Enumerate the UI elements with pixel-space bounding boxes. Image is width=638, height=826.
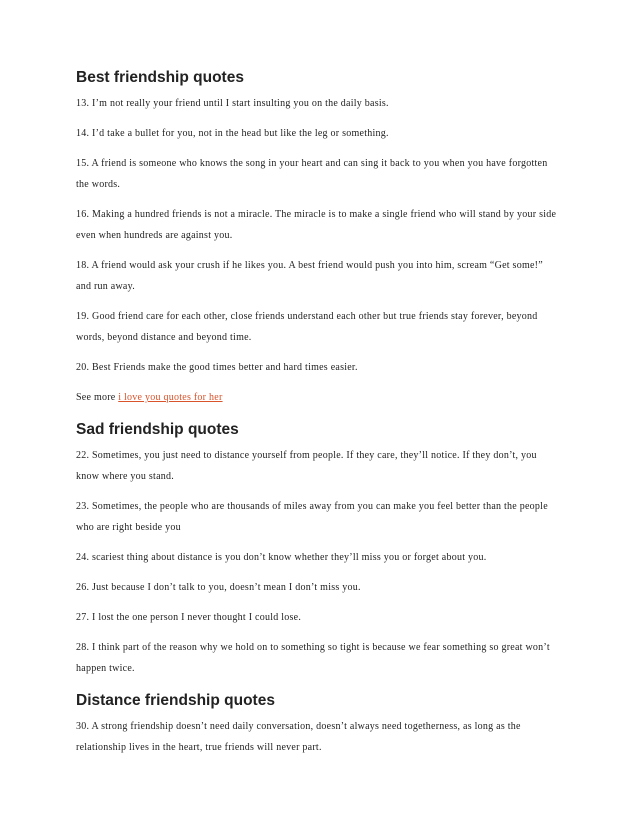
quote-15: 15. A friend is someone who knows the song in your heart and can sing it back to you when you have forgotten the words.	[76, 158, 548, 190]
quote-18: 18. A friend would ask your crush if he likes you. A best friend would push you into him, scream “Get some!” and run away.	[76, 260, 543, 292]
quote-30: 30. A strong friendship doesn’t need daily conversation, doesn’t always need togetherness, as long as the relationship lives in the heart, true friends will never part.	[76, 721, 521, 753]
heading-best-friendship-quotes: Best friendship quotes	[76, 69, 244, 86]
quote-22: 22. Sometimes, you just need to distance yourself from people. If they care, they’ll notice. If they don’t, you know where you stand.	[76, 450, 537, 482]
i-love-you-quotes-link[interactable]: i love you quotes for her	[118, 392, 223, 403]
quote-13: 13. I’m not really your friend until I start insulting you on the daily basis.	[76, 98, 389, 109]
quote-28: 28. I think part of the reason why we hold on to something so tight is because we fear something so great won’t happen twice.	[76, 642, 550, 674]
quote-19: 19. Good friend care for each other, close friends understand each other but true friends stay forever, beyond words, beyond distance and beyond time.	[76, 311, 538, 343]
quote-14: 14. I’d take a bullet for you, not in the head but like the leg or something.	[76, 128, 389, 139]
quote-16: 16. Making a hundred friends is not a miracle. The miracle is to make a single friend who will stand by your side even when hundreds are against you.	[76, 209, 557, 241]
quote-20: 20. Best Friends make the good times better and hard times easier.	[76, 362, 358, 373]
see-more-line	[76, 387, 560, 408]
see-more-prefix: See more	[76, 392, 119, 403]
quote-26: 26. Just because I don’t talk to you, doesn’t mean I don’t miss you.	[76, 582, 361, 593]
document-page	[76, 66, 560, 767]
heading-sad-friendship-quotes: Sad friendship quotes	[76, 421, 239, 438]
quote-23: 23. Sometimes, the people who are thousands of miles away from you can make you feel better than the people who are right beside you	[76, 501, 548, 533]
quote-27: 27. I lost the one person I never thought I could lose.	[76, 612, 302, 623]
heading-distance-friendship-quotes: Distance friendship quotes	[76, 692, 275, 709]
quote-24: 24. scariest thing about distance is you don’t know whether they’ll miss you or forget about you.	[76, 552, 487, 563]
